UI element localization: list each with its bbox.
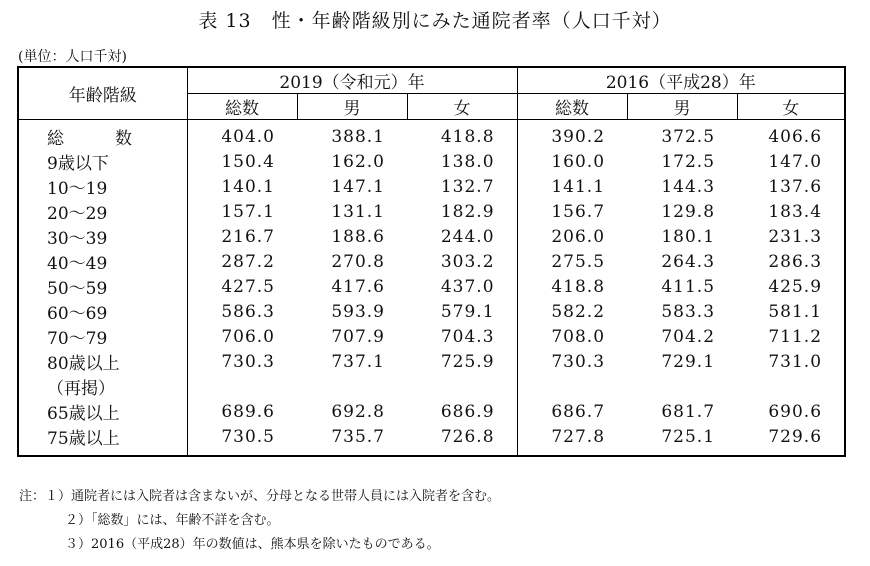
table-title: 表 13 性・年齢階級別にみた通院者率（人口千対） xyxy=(198,10,672,32)
cell-value: 147.1 xyxy=(331,176,385,197)
year-2019-header: 2019（令和元）年 xyxy=(187,67,517,94)
cell-value: 737.1 xyxy=(331,351,385,372)
cell-value: 231.3 xyxy=(768,226,823,247)
cell-value: 160.0 xyxy=(517,149,627,174)
cell-value: 131.1 xyxy=(331,201,385,222)
cell-value xyxy=(517,374,627,399)
row-label: 9歳以下 xyxy=(18,149,187,174)
cell-value: 132.7 xyxy=(440,176,495,197)
cell-value: 706.0 xyxy=(221,326,275,347)
cell-value: 704.2 xyxy=(661,326,716,347)
year-2016-header: 2016（平成28）年 xyxy=(517,67,845,94)
footnotes xyxy=(19,485,500,557)
cell-value: 140.1 xyxy=(221,176,275,197)
cell-value: 692.8 xyxy=(331,401,385,422)
cell-value: 162.0 xyxy=(331,151,385,172)
cell-value: 725.9 xyxy=(440,351,495,372)
cell-value: 726.8 xyxy=(440,426,495,447)
cell-value: 730.5 xyxy=(221,426,275,447)
cell-value: 730.3 xyxy=(517,349,627,374)
cell-value: 708.0 xyxy=(517,324,627,349)
col-header: 女 xyxy=(737,94,845,120)
cell-value: 417.6 xyxy=(331,276,385,297)
cell-value: 129.8 xyxy=(661,201,716,222)
cell-value: 681.7 xyxy=(661,401,716,422)
cell-value: 583.3 xyxy=(661,301,716,322)
age-group-header: 年齢階級 xyxy=(18,67,187,120)
cell-value: 172.5 xyxy=(661,151,716,172)
cell-value: 404.0 xyxy=(221,126,275,147)
col-header: 総数 xyxy=(187,94,297,120)
cell-value: 593.9 xyxy=(331,301,385,322)
cell-value: 244.0 xyxy=(440,226,495,247)
table-row xyxy=(18,299,845,324)
cell-value: 727.8 xyxy=(517,424,627,456)
cell-value: 390.2 xyxy=(517,120,627,150)
row-label: 総 数 xyxy=(18,120,187,150)
row-label: 60～69 xyxy=(18,299,187,324)
cell-value: 725.1 xyxy=(661,426,716,447)
cell-value xyxy=(407,374,517,399)
table-row xyxy=(18,224,845,249)
cell-value: 437.0 xyxy=(440,276,495,297)
cell-value: 180.1 xyxy=(661,226,716,247)
cell-value: 303.2 xyxy=(440,251,495,272)
cell-value: 729.6 xyxy=(768,426,823,447)
cell-value: 264.3 xyxy=(661,251,716,272)
cell-value: 586.3 xyxy=(221,301,275,322)
table-row xyxy=(18,324,845,349)
cell-value: 582.2 xyxy=(517,299,627,324)
cell-value: 183.4 xyxy=(768,201,823,222)
cell-value: 182.9 xyxy=(440,201,495,222)
cell-value: 729.1 xyxy=(661,351,716,372)
row-label: 10～19 xyxy=(18,174,187,199)
unit-label: (単位：人口千対) xyxy=(18,49,127,65)
cell-value xyxy=(737,374,845,399)
table-row xyxy=(18,149,845,174)
cell-value: 138.0 xyxy=(440,151,495,172)
cell-value xyxy=(187,374,297,399)
cell-value: 157.1 xyxy=(221,201,275,222)
table-row xyxy=(18,349,845,374)
col-header: 女 xyxy=(407,94,517,120)
cell-value: 418.8 xyxy=(517,274,627,299)
cell-value: 388.1 xyxy=(331,126,385,147)
cell-value: 286.3 xyxy=(768,251,823,272)
cell-value: 137.6 xyxy=(768,176,823,197)
cell-value: 418.8 xyxy=(440,126,495,147)
row-label: 50～59 xyxy=(18,274,187,299)
cell-value: 411.5 xyxy=(661,276,716,297)
table-row xyxy=(18,174,845,199)
cell-value: 707.9 xyxy=(331,326,385,347)
cell-value: 216.7 xyxy=(221,226,275,247)
cell-value xyxy=(627,374,737,399)
cell-value: 427.5 xyxy=(221,276,275,297)
table-row xyxy=(18,424,845,456)
col-header: 総数 xyxy=(517,94,627,120)
cell-value: 579.1 xyxy=(440,301,495,322)
cell-value: 141.1 xyxy=(517,174,627,199)
row-label: 40～49 xyxy=(18,249,187,274)
cell-value: 686.7 xyxy=(517,399,627,424)
cell-value: 581.1 xyxy=(768,301,823,322)
cell-value: 711.2 xyxy=(768,326,823,347)
cell-value: 144.3 xyxy=(661,176,716,197)
footnote: ３）2016（平成28）年の数値は、熊本県を除いたものである。 xyxy=(65,537,440,552)
cell-value: 372.5 xyxy=(661,126,716,147)
cell-value: 270.8 xyxy=(331,251,385,272)
cell-value: 690.6 xyxy=(768,401,823,422)
row-label: 20～29 xyxy=(18,199,187,224)
cell-value: 275.5 xyxy=(517,249,627,274)
row-label: 65歳以上 xyxy=(18,399,187,424)
row-label: 75歳以上 xyxy=(18,424,187,456)
cell-value: 287.2 xyxy=(221,251,275,272)
cell-value: 188.6 xyxy=(331,226,385,247)
cell-value: 406.6 xyxy=(768,126,823,147)
table-row xyxy=(18,274,845,299)
col-header: 男 xyxy=(297,94,407,120)
cell-value: 731.0 xyxy=(768,351,823,372)
table-row xyxy=(18,249,845,274)
cell-value xyxy=(297,374,407,399)
table-row xyxy=(18,399,845,424)
cell-value: 150.4 xyxy=(221,151,275,172)
cell-value: 686.9 xyxy=(440,401,495,422)
cell-value: 689.6 xyxy=(221,401,275,422)
table-row xyxy=(18,199,845,224)
cell-value: 156.7 xyxy=(517,199,627,224)
cell-value: 206.0 xyxy=(517,224,627,249)
row-label: 30～39 xyxy=(18,224,187,249)
cell-value: 147.0 xyxy=(768,151,823,172)
cell-value: 735.7 xyxy=(331,426,385,447)
row-label: 70～79 xyxy=(18,324,187,349)
table-row xyxy=(18,374,845,399)
row-label: 80歳以上 xyxy=(18,349,187,374)
footnote: ２）「総数」には、年齢不詳を含む。 xyxy=(65,513,280,528)
cell-value: 704.3 xyxy=(440,326,495,347)
row-label: （再掲） xyxy=(18,374,187,399)
data-table xyxy=(17,66,846,457)
footnote: 注：１）通院者には入院者は含まないが、分母となる世帯人員には入院者を含む。 xyxy=(19,489,501,504)
cell-value: 730.3 xyxy=(221,351,275,372)
table-row xyxy=(18,120,845,150)
col-header: 男 xyxy=(627,94,737,120)
cell-value: 425.9 xyxy=(768,276,823,297)
